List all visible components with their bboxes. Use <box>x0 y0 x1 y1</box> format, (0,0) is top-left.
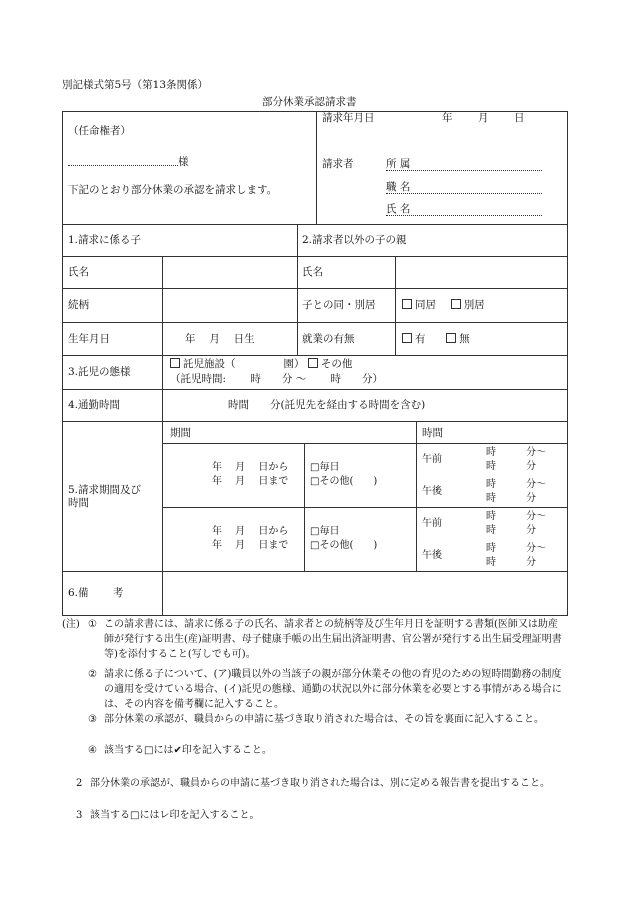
cohabit-options <box>402 299 485 312</box>
cohabit-separate-checkbox[interactable] <box>451 299 461 309</box>
note5-mark: 2 <box>76 778 83 789</box>
date-year: 年 <box>442 112 453 124</box>
childcare-other-label: その他 <box>320 358 353 370</box>
position-line <box>386 193 542 194</box>
note3-text: 部分休業の承認が、職員からの申請に基づき取り消された場合は、その旨を裏面に記入すること。 <box>104 714 544 725</box>
other-parent-heading: 2.請求者以外の子の親 <box>302 234 407 246</box>
note5-text: 部分休業の承認が、職員からの申請に基づき取り消された場合は、別に定める報告書を提出すること。 <box>90 778 550 789</box>
note3-mark: ③ <box>88 714 97 725</box>
cohabit-same-label: 同居 <box>415 299 436 311</box>
employment-yes-checkbox[interactable] <box>402 333 412 343</box>
name-line <box>386 215 542 216</box>
remarks-label: 6.備 考 <box>68 587 124 599</box>
parent-name-label: 氏名 <box>302 266 323 278</box>
period1-pm-label: 午後 <box>422 486 442 497</box>
period2-daily: □毎日 <box>310 526 340 537</box>
date-month: 月 <box>478 112 489 124</box>
request-sentence: 下記のとおり部分休業の承認を請求します。 <box>68 184 278 196</box>
period-column-header: 期間 <box>170 427 191 439</box>
period2-am-label: 午前 <box>422 518 442 529</box>
period1-other: □その他( ) <box>310 476 378 487</box>
note1-mark: ① <box>88 619 97 630</box>
employment-yes-label: 有 <box>415 333 426 345</box>
date-day: 日 <box>514 112 525 124</box>
period2-am-from: 時 分～ <box>486 511 546 522</box>
form-number: 別記様式第5号（第13条関係） <box>62 79 209 91</box>
requester-label: 請求者 <box>322 158 354 170</box>
childcare-mode-label: 3.託児の態様 <box>68 366 131 378</box>
period2-pm-label: 午後 <box>422 550 442 561</box>
period-time-label-2: 時間 <box>68 497 89 509</box>
affiliation-line <box>386 170 542 171</box>
note1-text: この請求書には、請求に係る子の氏名、請求者との続柄等及び生年月日を証明する書類(医師又は助産師が発行する出生(産)証明書、母子健康手帳の出生届出済証明書、官公署が発行する出生届受理証明書等)を添付すること(写しでも可)。 <box>104 619 562 660</box>
period1-from: 年 月 日から <box>212 462 289 473</box>
childcare-facility-label: 託児施設（ <box>183 358 236 370</box>
period1-daily: □毎日 <box>310 462 340 473</box>
notes-prefix: (注) <box>62 619 80 630</box>
period2-other: □その他( ) <box>310 540 378 551</box>
childcare-facility-suffix: 園） <box>283 358 305 370</box>
period2-am-to: 時 分 <box>486 525 536 536</box>
time-column-header: 時間 <box>422 427 443 439</box>
period1-am-to: 時 分 <box>486 461 536 472</box>
note6-mark: 3 <box>76 810 83 821</box>
name-label: 氏 名 <box>386 203 411 215</box>
childcare-facility-row <box>170 358 352 371</box>
childcare-facility-checkbox[interactable] <box>170 358 180 368</box>
note6-text: 該当する□にはレ印を記入すること。 <box>90 810 260 821</box>
period1-am-from: 時 分～ <box>486 447 546 458</box>
child-name-label: 氏名 <box>68 266 89 278</box>
birthdate-value: 年 月 日生 <box>185 333 255 345</box>
period2-pm-from: 時 分～ <box>486 543 546 554</box>
affiliation-label: 所 属 <box>386 158 411 170</box>
childcare-other-checkbox[interactable] <box>308 358 318 368</box>
period2-to: 年 月 日まで <box>212 540 289 551</box>
note2-text: 請求に係る子について、(ア)職員以外の当該子の親が部分休業その他の育児のための短時間勤務の制度の適用を受けている場合、(イ)託児の態様、通勤の状況以外に部分休業を必要とする事情がある場合には、その内容を備考欄に記入すること。 <box>104 669 562 710</box>
employment-label: 就業の有無 <box>302 333 355 345</box>
form-title: 部分休業承認請求書 <box>262 96 357 108</box>
employment-options <box>402 333 470 346</box>
employment-no-label: 無 <box>459 333 470 345</box>
request-date-label: 請求年月日 <box>322 112 375 124</box>
period-time-label-1: 5.請求期間及び <box>68 484 142 496</box>
child-heading: 1.請求に係る子 <box>68 234 142 246</box>
appointer-name-line <box>68 165 178 166</box>
period1-am-label: 午前 <box>422 454 442 465</box>
cohabit-label: 子との同・別居 <box>302 299 376 311</box>
childcare-hours: （託児時間: 時 分 ～ 時 分） <box>170 373 384 385</box>
employment-no-checkbox[interactable] <box>446 333 456 343</box>
note4-text: 該当する□には✔印を記入すること。 <box>104 745 272 756</box>
birthdate-label: 生年月日 <box>68 333 110 345</box>
period2-pm-to: 時 分 <box>486 557 536 568</box>
period2-from: 年 月 日から <box>212 526 289 537</box>
note2-mark: ② <box>88 669 97 680</box>
cohabit-separate-label: 別居 <box>463 299 485 311</box>
period1-pm-to: 時 分 <box>486 493 536 504</box>
period1-pm-from: 時 分～ <box>486 479 546 490</box>
position-label: 職 名 <box>386 181 411 193</box>
appointer-label: （任命権者） <box>68 125 131 137</box>
sama-label: 様 <box>178 156 189 168</box>
note4-mark: ④ <box>88 745 97 756</box>
commute-label: 4.通勤時間 <box>68 399 121 411</box>
commute-value: 時間 分(託児先を経由する時間を含む) <box>228 399 426 411</box>
cohabit-same-checkbox[interactable] <box>402 299 412 309</box>
relation-label: 続柄 <box>68 299 89 311</box>
period1-to: 年 月 日まで <box>212 476 289 487</box>
